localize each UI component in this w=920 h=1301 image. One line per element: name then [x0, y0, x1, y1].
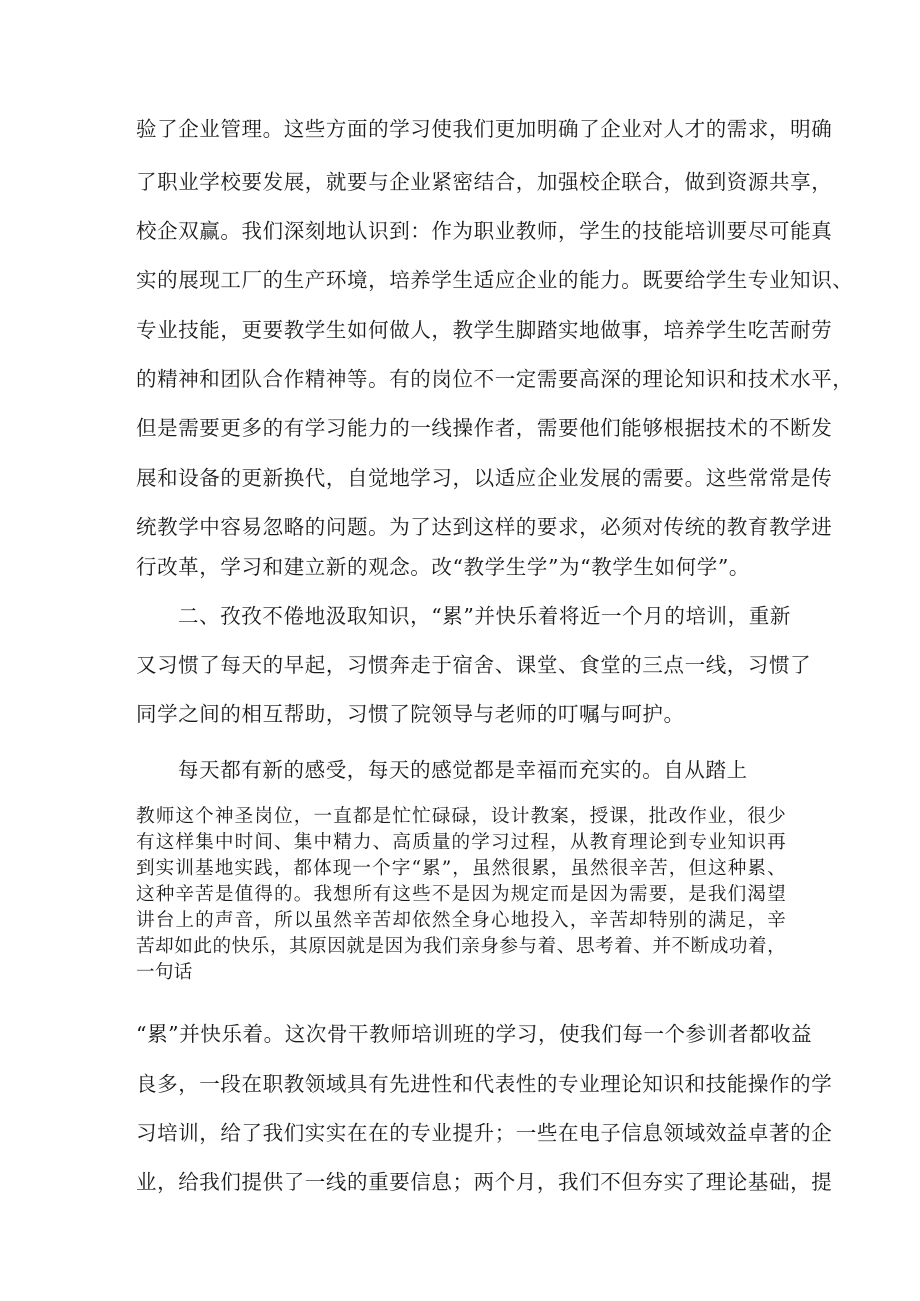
body-text-line: 这种辛苦是值得的。我想所有这些不是因为规定而是因为需要，是我们渴望 — [136, 884, 786, 905]
body-text-line: 到实训基地实践，都体现一个字“累”，虽然很累，虽然很辛苦，但这种累、 — [136, 858, 786, 879]
body-text-line: 每天都有新的感受，每天的感觉都是幸福而充实的。自从踏上 — [178, 758, 748, 782]
body-text-line: 业，给我们提供了一线的重要信息；两个月，我们不但夯实了理论基础，提 — [136, 1170, 833, 1194]
body-text-line: 的精神和团队合作精神等。有的岗位不一定需要高深的理论知识和技术水平， — [136, 367, 854, 391]
body-text-line: 了职业学校要发展，就要与企业紧密结合，加强校企联合，做到资源共享， — [136, 170, 833, 194]
body-text-line: 验了企业管理。这些方面的学习使我们更加明确了企业对人才的需求，明确 — [136, 117, 833, 141]
body-text-line: 统教学中容易忽略的问题。为了达到这样的要求，必须对传统的教育教学进 — [136, 515, 833, 539]
section-heading-line: 二、孜孜不倦地汲取知识，“累”并快乐着将近一个月的培训，重新 — [178, 604, 791, 628]
body-text-line: 校企双赢。我们深刻地认识到：作为职业教师，学生的技能培训要尽可能真 — [136, 219, 833, 243]
body-text-line: 有这样集中时间、集中精力、高质量的学习过程，从教育理论到专业知识再 — [136, 832, 786, 853]
body-text-line: 展和设备的更新换代，自觉地学习，以适应企业发展的需要。这些常常是传 — [136, 466, 833, 490]
body-text-line: 又习惯了每天的早起，习惯奔走于宿舍、课堂、食堂的三点一线，习惯了 — [136, 653, 812, 677]
body-text-line: 但是需要更多的有学习能力的一线操作者，需要他们能够根据技术的不断发 — [136, 416, 833, 440]
body-text-line: 一句话 — [136, 962, 193, 983]
body-text-line: 讲台上的声音，所以虽然辛苦却依然全身心地投入，辛苦却特别的满足，辛 — [136, 910, 786, 931]
body-text-line: 同学之间的相互帮助，习惯了院领导与老师的叮嘱与呵护。 — [136, 702, 685, 726]
body-text-line: “累”并快乐着。这次骨干教师培训班的学习，使我们每一个参训者都收益 — [136, 1022, 813, 1046]
body-text-line: 专业技能，更要教学生如何做人，教学生脚踏实地做事，培养学生吃苦耐劳 — [136, 318, 833, 342]
body-text-line: 良多，一段在职教领域具有先进性和代表性的专业理论知识和技能操作的学 — [136, 1072, 833, 1096]
body-text-line: 教师这个神圣岗位，一直都是忙忙碌碌，设计教案，授课，批改作业，很少 — [136, 806, 786, 827]
body-text-line: 行改革，学习和建立新的观念。改“教学生学”为“教学生如何学”。 — [136, 555, 751, 579]
body-text-line: 实的展现工厂的生产环境，培养学生适应企业的能力。既要给学生专业知识、 — [136, 268, 854, 292]
body-text-line: 苦却如此的快乐，其原因就是因为我们亲身参与着、思考着、并不断成功着， — [136, 936, 786, 957]
body-text-line: 习培训，给了我们实实在在的专业提升；一些在电子信息领域效益卓著的企 — [136, 1121, 833, 1145]
